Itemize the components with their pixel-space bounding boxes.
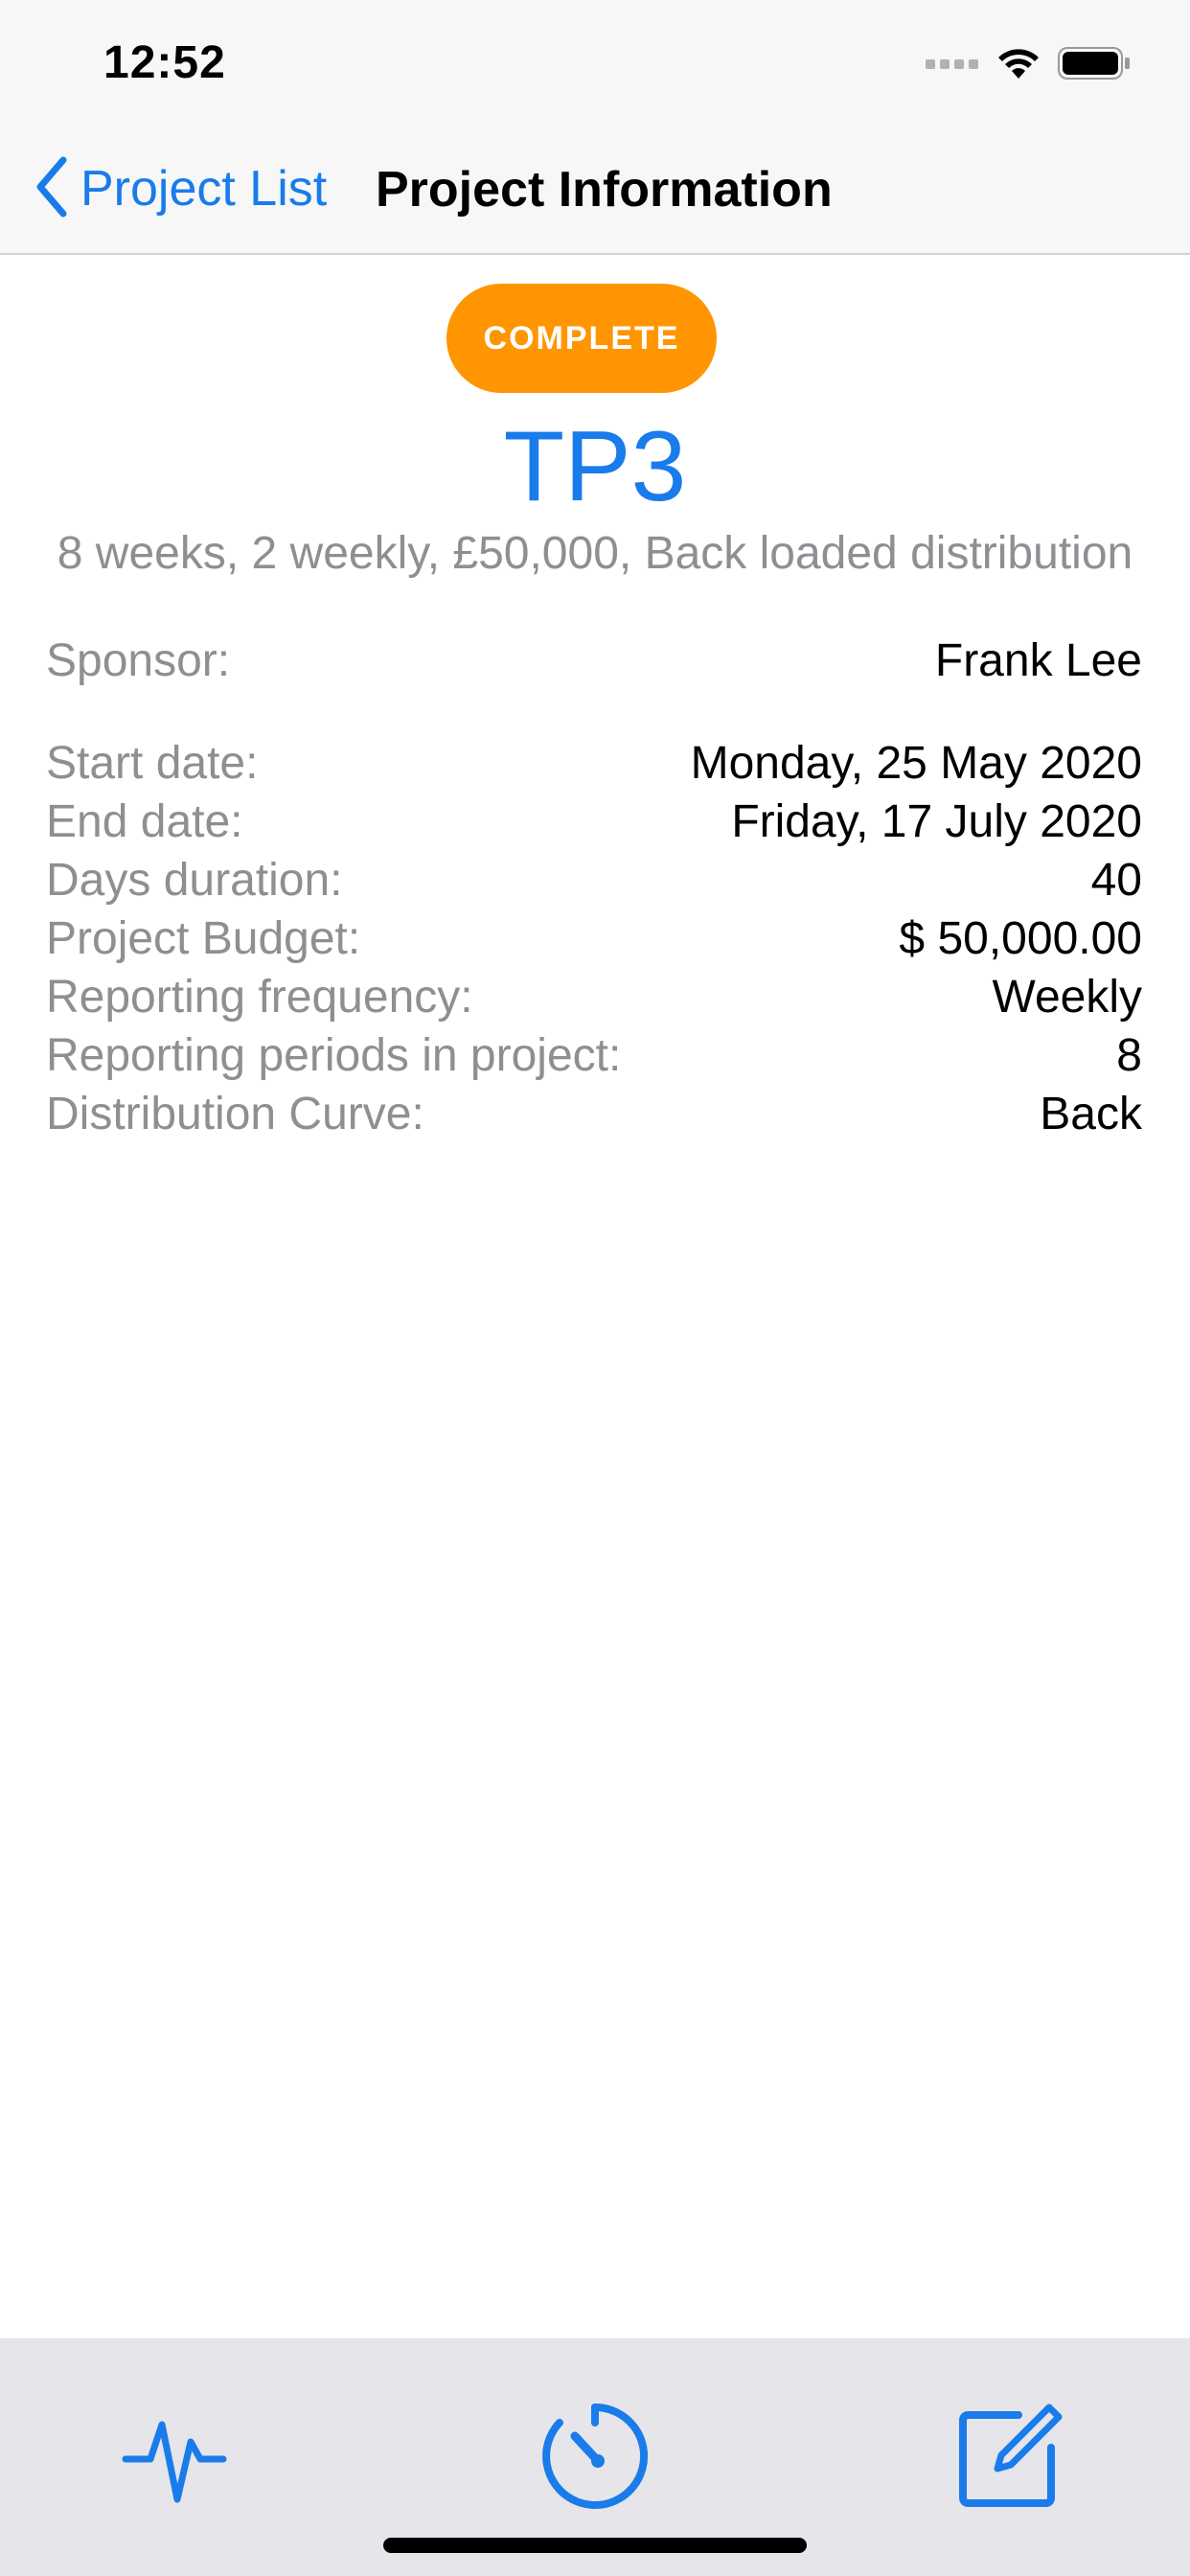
status-time: 12:52	[103, 37, 226, 88]
sponsor-label: Sponsor:	[46, 635, 231, 686]
detail-label: Days duration:	[46, 855, 343, 906]
tab-activity[interactable]	[112, 2396, 237, 2520]
detail-label: Start date:	[46, 738, 259, 789]
home-indicator	[383, 2538, 807, 2553]
detail-value: Back	[1040, 1089, 1142, 1139]
gauge-timer-icon	[540, 2402, 650, 2516]
detail-row-distribution-curve	[46, 1086, 1142, 1143]
detail-label: Reporting periods in project:	[46, 1030, 622, 1081]
back-button-label: Project List	[80, 161, 328, 217]
project-name: TP3	[503, 411, 687, 522]
edit-compose-icon	[955, 2402, 1064, 2516]
back-button[interactable]	[33, 155, 327, 222]
tab-edit[interactable]	[948, 2396, 1072, 2520]
detail-value: 8	[1116, 1030, 1142, 1081]
detail-row-reporting-frequency	[46, 969, 1142, 1026]
detail-row-reporting-periods	[46, 1027, 1142, 1085]
detail-value: $ 50,000.00	[899, 913, 1142, 964]
detail-value: 40	[1090, 855, 1142, 906]
activity-pulse-icon	[122, 2404, 227, 2514]
detail-value: Weekly	[992, 972, 1142, 1023]
cellular-signal-icon	[926, 56, 979, 76]
status-badge: COMPLETE	[446, 284, 717, 393]
detail-value: Friday, 17 July 2020	[731, 796, 1142, 847]
status-icons	[926, 42, 1131, 88]
detail-label: Project Budget:	[46, 913, 361, 964]
detail-row-days-duration	[46, 852, 1142, 909]
detail-label: End date:	[46, 796, 243, 847]
tab-gauge[interactable]	[533, 2396, 657, 2520]
detail-label: Distribution Curve:	[46, 1089, 424, 1139]
detail-row-start-date	[46, 735, 1142, 793]
status-bar	[0, 0, 1190, 126]
battery-icon	[1058, 46, 1131, 85]
chevron-left-icon	[33, 156, 71, 222]
page-title: Project Information	[376, 162, 833, 218]
detail-row-project-budget	[46, 910, 1142, 968]
wifi-icon	[996, 46, 1041, 85]
detail-label: Reporting frequency:	[46, 972, 473, 1023]
navigation-bar	[0, 126, 1190, 255]
sponsor-value: Frank Lee	[934, 635, 1142, 686]
detail-value: Monday, 25 May 2020	[690, 738, 1142, 789]
project-summary: 8 weeks, 2 weekly, £50,000, Back loaded distribution	[57, 528, 1133, 579]
sponsor-row	[46, 632, 1142, 690]
detail-row-end-date	[46, 794, 1142, 851]
